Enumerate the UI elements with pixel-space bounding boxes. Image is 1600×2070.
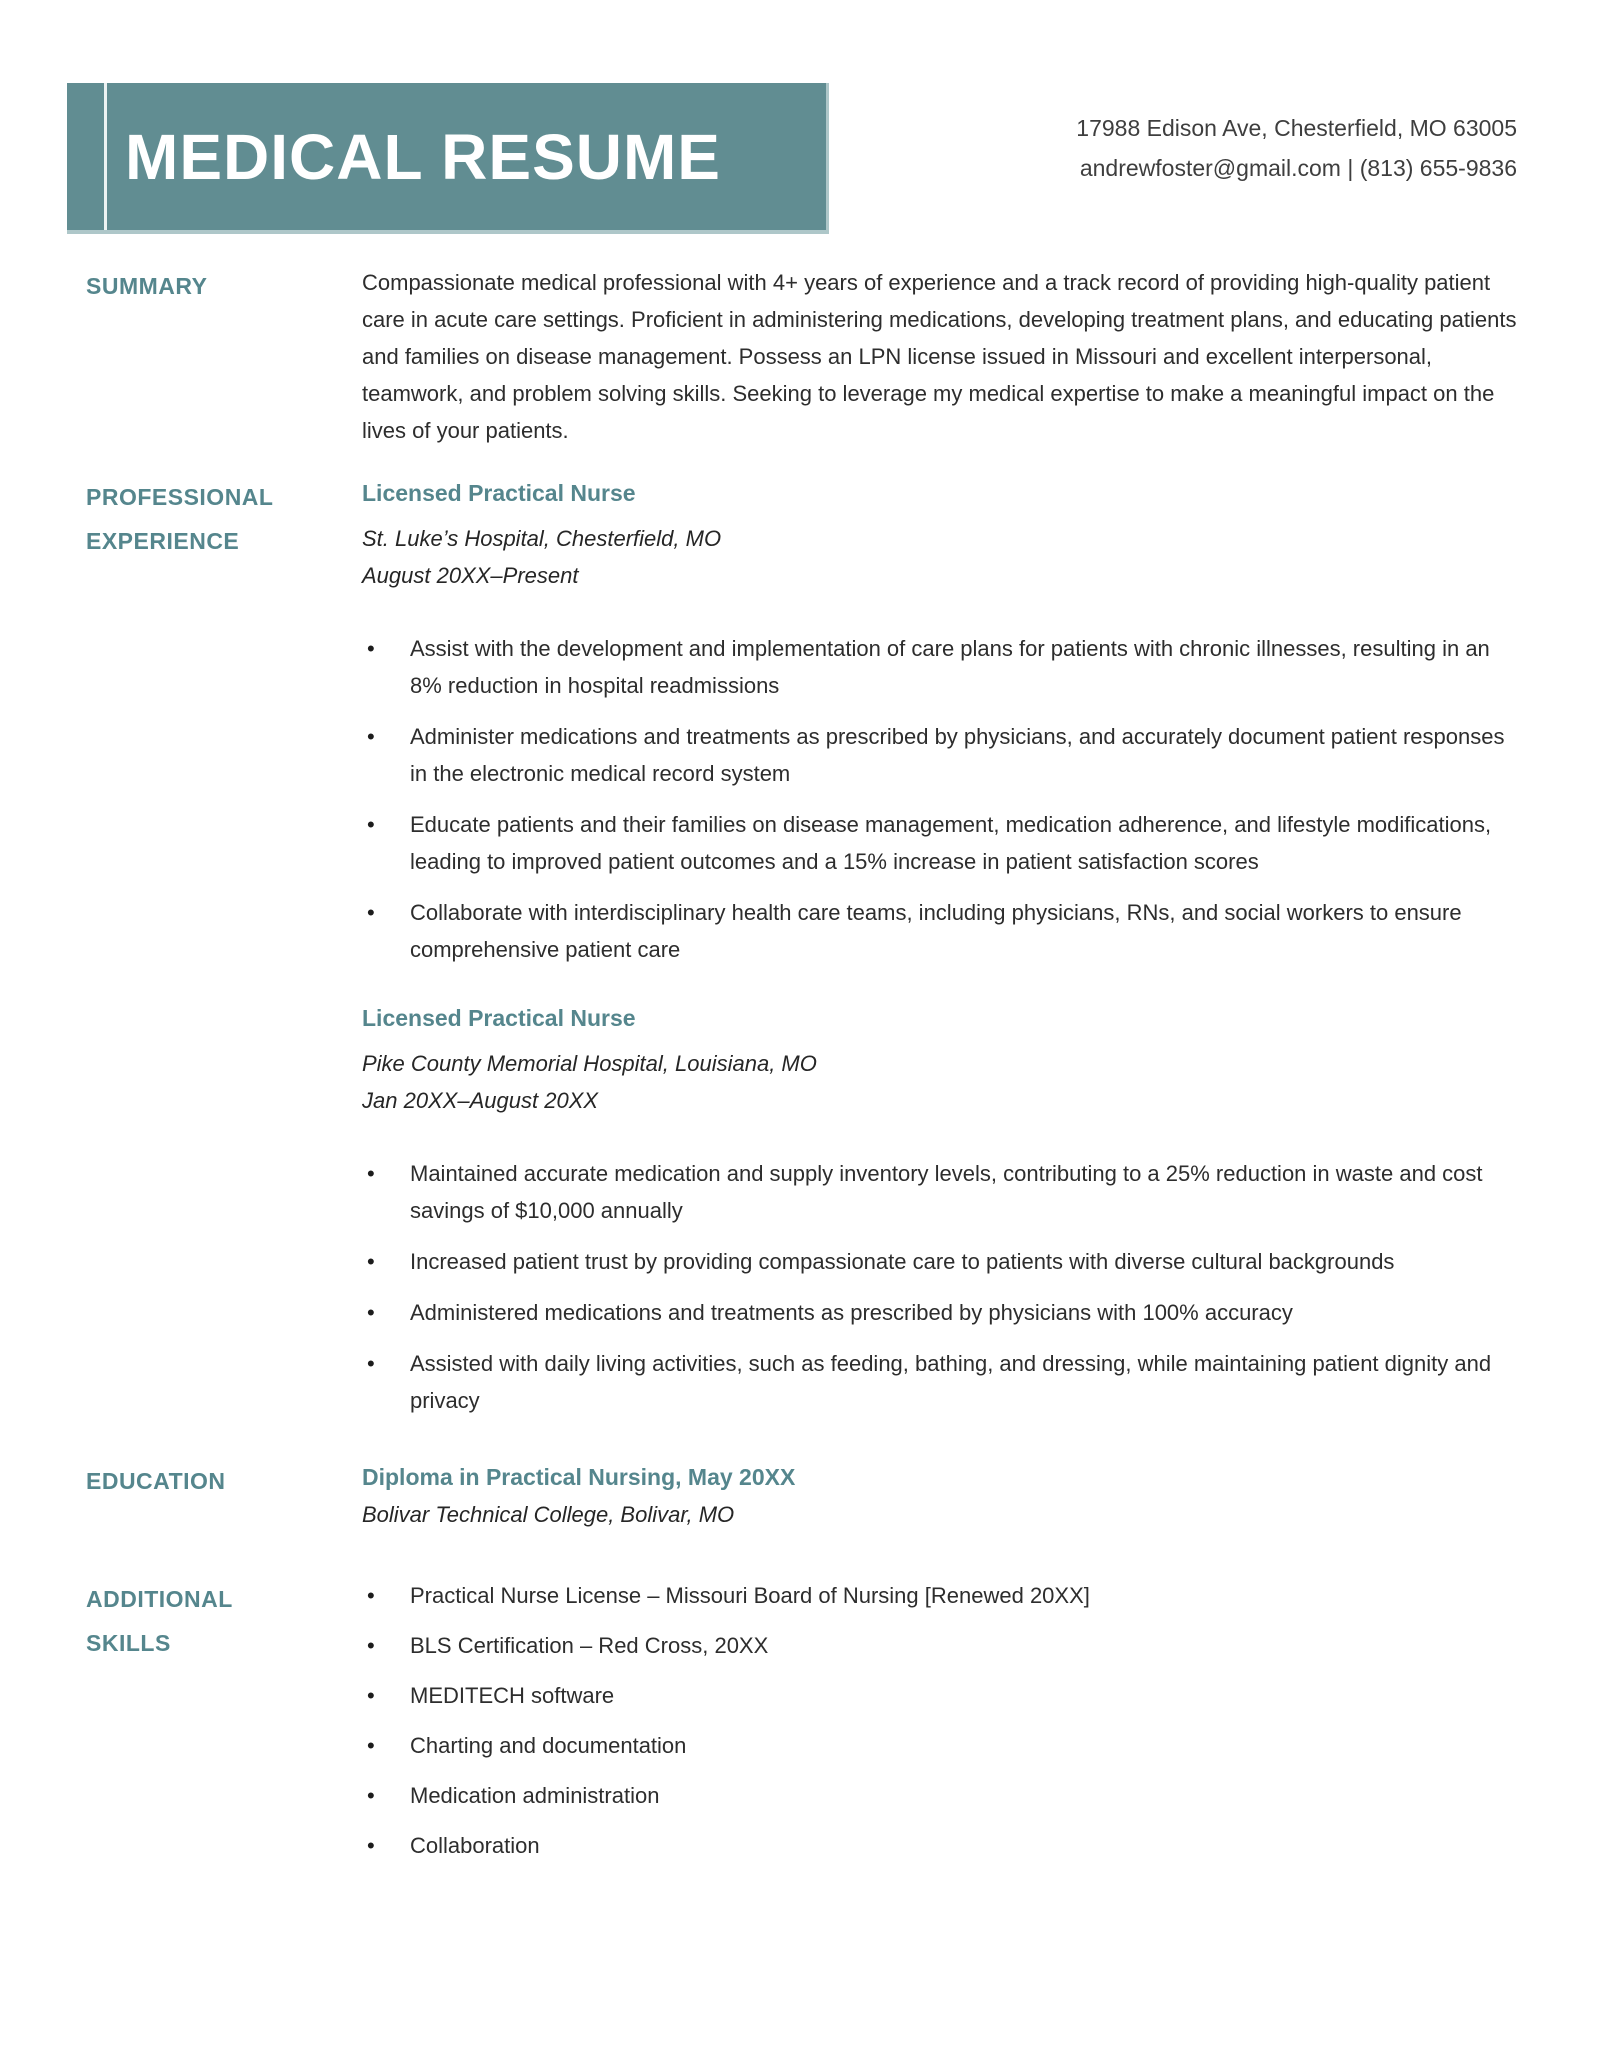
job-title: Licensed Practical Nurse bbox=[362, 1005, 636, 1031]
summary-text: Compassionate medical professional with 4+ years of experience and a track record of providing high-quality patient care in acute care settings. Proficient in administering medications, developing treatment plans, and educating patients and families on disease management. Possess an LPN license issued in Missouri and excellent interpersonal, teamwork, and problem solving skills. Seeking to leverage my medical expertise to make a meaningful impact on the lives of your patients. bbox=[362, 270, 1517, 443]
education-school: Bolivar Technical College, Bolivar, MO bbox=[362, 1502, 735, 1527]
job-dates: August 20XX–Present bbox=[362, 563, 579, 588]
job-employer: St. Luke’s Hospital, Chesterfield, MO bbox=[362, 526, 722, 551]
experience-content bbox=[362, 475, 1524, 1419]
job bbox=[362, 1000, 1524, 1419]
job-employer: Pike County Memorial Hospital, Louisiana, MO bbox=[362, 1051, 817, 1076]
job-bullets bbox=[362, 630, 1524, 968]
education-content bbox=[362, 1459, 1524, 1533]
bullet-item: • Collaborate with interdisciplinary health care teams, including physicians, RNs, and social workers to ensure comprehensive patient care bbox=[362, 894, 1524, 968]
education-label: EDUCATION bbox=[86, 1468, 226, 1494]
job bbox=[362, 475, 1524, 968]
summary-content bbox=[362, 264, 1524, 449]
bullet-item: • Increased patient trust by providing compassionate care to patients with diverse cultural backgrounds bbox=[362, 1243, 1524, 1280]
section-summary bbox=[86, 264, 1524, 449]
job-title: Licensed Practical Nurse bbox=[362, 480, 636, 506]
section-skills bbox=[86, 1577, 1524, 1864]
resume-body bbox=[86, 264, 1524, 1864]
skills-content bbox=[362, 1577, 1524, 1864]
title-banner bbox=[67, 83, 829, 234]
job-bullets bbox=[362, 1155, 1524, 1419]
address-line: 17988 Edison Ave, Chesterfield, MO 63005 bbox=[1076, 114, 1517, 141]
skill-item: • Collaboration bbox=[362, 1827, 1524, 1864]
section-experience bbox=[86, 475, 1524, 1419]
header bbox=[67, 83, 1517, 234]
skills-list bbox=[362, 1577, 1524, 1864]
bullet-item: • Educate patients and their families on disease management, medication adherence, and lifestyle modifications, leading to improved patient outcomes and a 15% increase in patient satisfaction scores bbox=[362, 806, 1524, 880]
skills-label: ADDITIONAL SKILLS bbox=[86, 1586, 233, 1656]
page-title: MEDICAL RESUME bbox=[125, 120, 721, 193]
bullet-item: • Administer medications and treatments as prescribed by physicians, and accurately document patient responses in the electronic medical record system bbox=[362, 718, 1524, 792]
job-dates: Jan 20XX–August 20XX bbox=[362, 1088, 599, 1113]
contact-line: andrewfoster@gmail.com | (813) 655-9836 bbox=[1079, 154, 1517, 181]
skill-item: • Practical Nurse License – Missouri Board of Nursing [Renewed 20XX] bbox=[362, 1577, 1524, 1614]
experience-label: PROFESSIONAL EXPERIENCE bbox=[86, 484, 274, 554]
contact-block bbox=[829, 83, 1517, 234]
bullet-item: • Administered medications and treatments as prescribed by physicians with 100% accuracy bbox=[362, 1294, 1524, 1331]
skill-item: • BLS Certification – Red Cross, 20XX bbox=[362, 1627, 1524, 1664]
bullet-item: • Maintained accurate medication and supply inventory levels, contributing to a 25% reduction in waste and cost savings of $10,000 annually bbox=[362, 1155, 1524, 1229]
bullet-item: • Assisted with daily living activities, such as feeding, bathing, and dressing, while maintaining patient dignity and privacy bbox=[362, 1345, 1524, 1419]
skill-item: • MEDITECH software bbox=[362, 1677, 1524, 1714]
section-education bbox=[86, 1459, 1524, 1533]
header-accent-line bbox=[104, 83, 107, 230]
summary-label: SUMMARY bbox=[86, 273, 208, 299]
education-degree: Diploma in Practical Nursing, May 20XX bbox=[362, 1464, 796, 1490]
skill-item: • Charting and documentation bbox=[362, 1727, 1524, 1764]
bullet-item: • Assist with the development and implementation of care plans for patients with chronic illnesses, resulting in an 8% reduction in hospital readmissions bbox=[362, 630, 1524, 704]
skill-item: • Medication administration bbox=[362, 1777, 1524, 1814]
